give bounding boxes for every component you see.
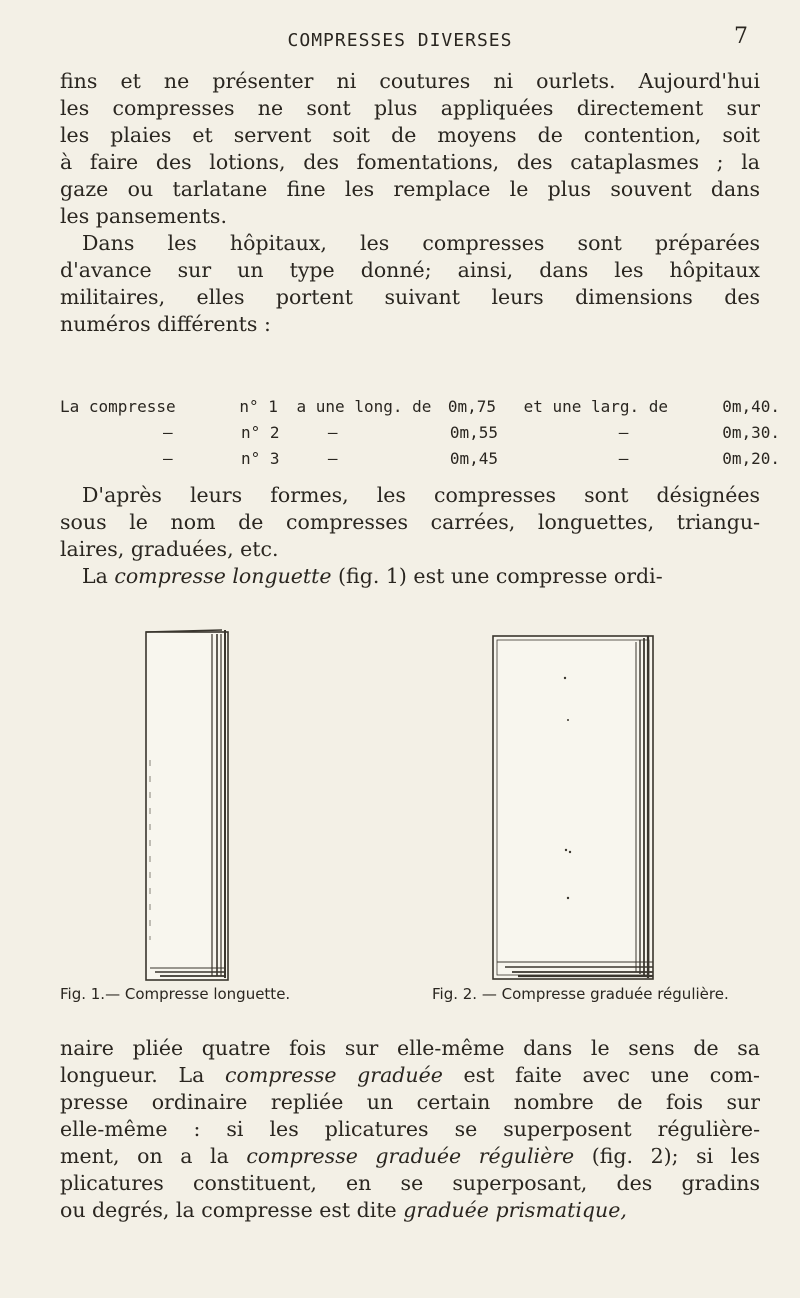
italic-term: compresse graduée <box>225 1063 443 1087</box>
dim-label: La compresse <box>60 397 176 416</box>
text-line: elle-même : si les plicatures se superposent régulière- <box>60 1117 760 1141</box>
text-line: fins et ne présenter ni coutures ni ourlets. Aujourd'hui <box>60 69 760 93</box>
dim-number: n° 3 <box>240 449 280 468</box>
dimension-row <box>60 446 780 472</box>
dim-long-value: 0m,45 <box>449 449 499 468</box>
dim-long-text: — <box>327 449 338 468</box>
text-segment: (fig. 2); si les <box>574 1144 760 1168</box>
text-line <box>60 1197 760 1224</box>
page-number: 7 <box>734 24 748 49</box>
dim-long-value: 0m,55 <box>449 423 499 442</box>
dim-label: — <box>163 423 173 442</box>
paragraph-continuation <box>60 68 760 230</box>
paragraph-hospitals <box>60 230 760 338</box>
text-line: laires, graduées, etc. <box>60 537 279 561</box>
text-segment: ment, on a la <box>60 1144 247 1168</box>
text-line <box>60 1143 760 1170</box>
dimension-row <box>60 394 780 420</box>
dim-larg-value: 0m,30. <box>722 423 781 442</box>
dim-number: n° 2 <box>240 423 280 442</box>
text-line: à faire des lotions, des fomentations, des cataplasmes ; la <box>60 150 760 174</box>
text-line: plicatures constituent, en se superposant, des gradins <box>60 1171 760 1195</box>
fig1-caption: Fig. 1.— Compresse longuette. <box>60 985 291 1003</box>
italic-term: graduée prismatique, <box>403 1198 627 1222</box>
page-header <box>0 24 800 60</box>
italic-term: compresse longuette <box>114 564 332 588</box>
text-line <box>60 563 760 590</box>
paragraph-graduee <box>60 1035 760 1224</box>
dim-larg-text: et une larg. de <box>523 397 669 416</box>
dim-label: — <box>163 449 173 468</box>
text-segment: longueur. La <box>60 1063 225 1087</box>
text-segment: ou degrés, la compresse est dite <box>60 1198 404 1222</box>
text-line: sous le nom de compresses carrées, longuettes, triangu- <box>60 510 760 534</box>
figures-illustration <box>0 620 800 1000</box>
dim-long-text: a une long. de <box>296 397 432 416</box>
dim-long-value: 0m,75 <box>447 397 497 416</box>
text-segment: est faite avec une com- <box>442 1063 760 1087</box>
text-line: D'après leurs formes, les compresses sont désignées <box>82 483 760 507</box>
dim-long-text: — <box>327 423 338 442</box>
running-title: COMPRESSES DIVERSES <box>287 30 513 51</box>
text-line: les plaies et servent soit de moyens de contention, soit <box>60 123 760 147</box>
text-line <box>60 1062 760 1089</box>
italic-term: compresse graduée régulière <box>246 1144 575 1168</box>
dim-larg-value: 0m,20. <box>722 449 781 468</box>
text-line: numéros différents : <box>60 312 271 336</box>
dim-larg-text: — <box>618 449 629 468</box>
fig2-graduee-drawing <box>493 636 653 979</box>
paragraph-shapes <box>60 482 760 590</box>
dim-larg-text: — <box>618 423 629 442</box>
text-line: naire pliée quatre fois sur elle-même dans le sens de sa <box>60 1036 760 1060</box>
text-line: d'avance sur un type donné; ainsi, dans les hôpitaux <box>60 258 760 282</box>
dim-larg-value: 0m,40. <box>722 397 781 416</box>
text-line: militaires, elles portent suivant leurs dimensions des <box>60 285 760 309</box>
dimensions-table <box>60 394 780 472</box>
text-line: les compresses ne sont plus appliquées directement sur <box>60 96 760 120</box>
fig2-caption: Fig. 2. — Compresse graduée régulière. <box>432 985 729 1003</box>
text-line: les pansements. <box>60 204 227 228</box>
dimension-row <box>60 420 780 446</box>
text-segment: (fig. 1) est une compresse ordi- <box>331 564 663 588</box>
text-line: presse ordinaire repliée un certain nombre de fois sur <box>60 1090 760 1114</box>
fig1-longuette-drawing <box>146 630 228 980</box>
text-line: gaze ou tarlatane fine les remplace le plus souvent dans <box>60 177 760 201</box>
text-segment: La <box>82 564 115 588</box>
text-line: Dans les hôpitaux, les compresses sont préparées <box>82 231 760 255</box>
dim-number: n° 1 <box>239 397 278 416</box>
